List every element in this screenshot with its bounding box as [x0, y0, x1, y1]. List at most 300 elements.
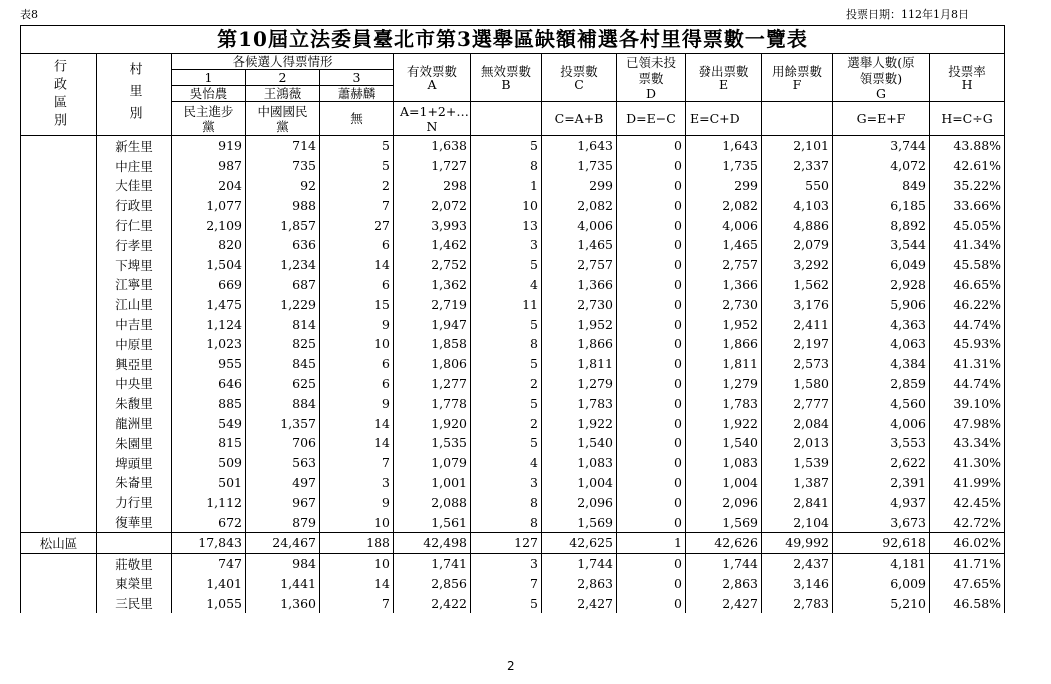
- votes-cast: 42,625: [542, 532, 617, 553]
- candidate-1-votes: 1,475: [172, 294, 246, 314]
- district-cell: [21, 136, 97, 156]
- ballots-issued: 1,952: [686, 314, 762, 334]
- table-row: [21, 354, 1005, 374]
- candidate-2-votes: 988: [246, 195, 320, 215]
- village-cell: 中央里: [97, 374, 172, 394]
- table-row: [21, 512, 1005, 532]
- turnout-rate: 46.22%: [930, 294, 1005, 314]
- village-cell: 三民里: [97, 593, 172, 613]
- village-cell: 大佳里: [97, 176, 172, 196]
- electorate-formula: G=E+F: [833, 102, 930, 136]
- votes-cast: 1,569: [542, 512, 617, 532]
- table-row: [21, 574, 1005, 594]
- candidate-2-votes: 735: [246, 156, 320, 176]
- valid-votes: 1,920: [394, 413, 471, 433]
- invalid-votes: 3: [471, 553, 542, 573]
- turnout-rate: 46.58%: [930, 593, 1005, 613]
- valid-votes: 2,422: [394, 593, 471, 613]
- table-row: [21, 314, 1005, 334]
- table-row: [21, 453, 1005, 473]
- village-cell: 下埤里: [97, 255, 172, 275]
- electorate: 4,072: [833, 156, 930, 176]
- invalid-votes: 4: [471, 275, 542, 295]
- turnout-rate: 42.45%: [930, 492, 1005, 512]
- ballots-remaining: 2,783: [762, 593, 833, 613]
- ballots-remaining: 2,197: [762, 334, 833, 354]
- invalid-votes: 8: [471, 156, 542, 176]
- ballots-remaining: 3,292: [762, 255, 833, 275]
- candidate-3-votes: 14: [320, 255, 394, 275]
- not-cast: 0: [617, 574, 686, 594]
- turnout-rate: 41.34%: [930, 235, 1005, 255]
- remaining-header: 用餘票數 F: [762, 54, 833, 102]
- table-row: [21, 593, 1005, 613]
- votes-cast: 2,096: [542, 492, 617, 512]
- invalid-votes: 127: [471, 532, 542, 553]
- candidate-1-votes: 509: [172, 453, 246, 473]
- village-cell: 朱園里: [97, 433, 172, 453]
- votes-cast: 1,004: [542, 473, 617, 493]
- ballots-remaining: 550: [762, 176, 833, 196]
- candidate-1-votes: 747: [172, 553, 246, 573]
- candidate-3-votes: 10: [320, 553, 394, 573]
- electorate: 2,391: [833, 473, 930, 493]
- ballots-remaining: 3,146: [762, 574, 833, 594]
- turnout-rate: 41.31%: [930, 354, 1005, 374]
- not-cast: 0: [617, 235, 686, 255]
- district-cell: [21, 235, 97, 255]
- notcast-formula: D=E−C: [617, 102, 686, 136]
- valid-votes: 1,462: [394, 235, 471, 255]
- valid-votes: 1,638: [394, 136, 471, 156]
- table-row: [21, 413, 1005, 433]
- not-cast: 0: [617, 275, 686, 295]
- votes-cast: 2,863: [542, 574, 617, 594]
- ballots-remaining: 2,337: [762, 156, 833, 176]
- not-cast: 0: [617, 195, 686, 215]
- candidate-3-votes: 10: [320, 512, 394, 532]
- ballots-issued: 2,082: [686, 195, 762, 215]
- page-title: 第10屆立法委員臺北市第3選舉區缺額補選各村里得票數一覽表: [21, 26, 1005, 54]
- candidate-3-votes: 9: [320, 393, 394, 413]
- ballots-remaining: 2,013: [762, 433, 833, 453]
- candidate-1-votes: 820: [172, 235, 246, 255]
- candidate-1-name: 吳怡農: [172, 86, 246, 102]
- electorate: 3,673: [833, 512, 930, 532]
- results-table: [20, 25, 1005, 613]
- turnout-rate: 46.65%: [930, 275, 1005, 295]
- not-cast: 0: [617, 156, 686, 176]
- not-cast: 0: [617, 314, 686, 334]
- district-cell: [21, 574, 97, 594]
- turnout-rate: 42.72%: [930, 512, 1005, 532]
- district-cell: [21, 433, 97, 453]
- votes-cast: 1,922: [542, 413, 617, 433]
- candidate-1-votes: 987: [172, 156, 246, 176]
- village-cell: 復華里: [97, 512, 172, 532]
- village-cell: 朱崙里: [97, 473, 172, 493]
- candidate-1-votes: 1,504: [172, 255, 246, 275]
- issued-formula: E=C+D: [686, 102, 762, 136]
- village-cell: 興亞里: [97, 354, 172, 374]
- turnout-rate: 47.98%: [930, 413, 1005, 433]
- candidate-3-votes: 7: [320, 195, 394, 215]
- not-cast: 0: [617, 433, 686, 453]
- ballots-remaining: 2,079: [762, 235, 833, 255]
- subtotal-row: [21, 532, 1005, 553]
- not-cast: 0: [617, 215, 686, 235]
- candidate-1-votes: 1,023: [172, 334, 246, 354]
- candidate-3-votes: 6: [320, 374, 394, 394]
- valid-votes: 1,806: [394, 354, 471, 374]
- page-number: 2: [507, 659, 515, 673]
- ballots-issued: 1,279: [686, 374, 762, 394]
- invalid-votes: 5: [471, 314, 542, 334]
- ballots-issued: 1,783: [686, 393, 762, 413]
- electorate: 4,384: [833, 354, 930, 374]
- table-row: [21, 492, 1005, 512]
- candidate-2-votes: 1,229: [246, 294, 320, 314]
- invalid-header: 無效票數 B: [471, 54, 542, 102]
- votes-cast: 1,083: [542, 453, 617, 473]
- not-cast: 1: [617, 532, 686, 553]
- valid-votes: 2,072: [394, 195, 471, 215]
- turnout-rate: 42.61%: [930, 156, 1005, 176]
- candidate-1-votes: 204: [172, 176, 246, 196]
- ballots-issued: 1,643: [686, 136, 762, 156]
- district-cell: [21, 453, 97, 473]
- ballots-remaining: 3,176: [762, 294, 833, 314]
- district-cell: [21, 492, 97, 512]
- votes-cast: 2,730: [542, 294, 617, 314]
- candidate-2-party: 中國國民黨: [246, 102, 320, 136]
- ballots-issued: 1,866: [686, 334, 762, 354]
- village-cell: 力行里: [97, 492, 172, 512]
- ballots-remaining: 1,580: [762, 374, 833, 394]
- vote-date: 投票日期：112年1月8日: [846, 8, 969, 21]
- valid-votes: 1,079: [394, 453, 471, 473]
- district-cell: [21, 553, 97, 573]
- electorate: 5,906: [833, 294, 930, 314]
- candidate-2-votes: 884: [246, 393, 320, 413]
- district-cell: [21, 334, 97, 354]
- ballots-issued: 1,811: [686, 354, 762, 374]
- table-row: [21, 433, 1005, 453]
- candidate-3-votes: 7: [320, 593, 394, 613]
- remaining-formula: [762, 102, 833, 136]
- votes-cast: 1,366: [542, 275, 617, 295]
- valid-votes: 1,535: [394, 433, 471, 453]
- candidate-3-votes: 188: [320, 532, 394, 553]
- valid-votes: 2,088: [394, 492, 471, 512]
- turnout-rate: 41.99%: [930, 473, 1005, 493]
- cast-header: 投票數 C: [542, 54, 617, 102]
- votes-cast: 1,540: [542, 433, 617, 453]
- district-cell: [21, 413, 97, 433]
- candidate-1-votes: 1,055: [172, 593, 246, 613]
- invalid-votes: 8: [471, 334, 542, 354]
- candidate-2-votes: 1,357: [246, 413, 320, 433]
- district-header: 行政區別: [21, 54, 97, 136]
- district-cell: [21, 314, 97, 334]
- candidate-3-party: 無: [320, 102, 394, 136]
- village-cell: 東榮里: [97, 574, 172, 594]
- candidate-2-votes: 625: [246, 374, 320, 394]
- ballots-remaining: 2,101: [762, 136, 833, 156]
- ballots-issued: 42,626: [686, 532, 762, 553]
- valid-votes: 2,752: [394, 255, 471, 275]
- not-cast: 0: [617, 255, 686, 275]
- ballots-issued: 1,922: [686, 413, 762, 433]
- candidate-1-votes: 672: [172, 512, 246, 532]
- valid-votes: 42,498: [394, 532, 471, 553]
- ballots-issued: 2,730: [686, 294, 762, 314]
- candidate-3-votes: 15: [320, 294, 394, 314]
- turnout-rate: 33.66%: [930, 195, 1005, 215]
- votes-cast: 2,082: [542, 195, 617, 215]
- invalid-votes: 3: [471, 473, 542, 493]
- table-row: [21, 255, 1005, 275]
- candidate-1-votes: 1,077: [172, 195, 246, 215]
- district-cell: [21, 593, 97, 613]
- district-cell: [21, 195, 97, 215]
- candidate-1-votes: 815: [172, 433, 246, 453]
- votes-cast: 1,783: [542, 393, 617, 413]
- turnout-rate: 46.02%: [930, 532, 1005, 553]
- turnout-rate: 44.74%: [930, 374, 1005, 394]
- village-cell: 江山里: [97, 294, 172, 314]
- turnout-header: 投票率 H: [930, 54, 1005, 102]
- votes-cast: 2,757: [542, 255, 617, 275]
- district-cell: [21, 255, 97, 275]
- ballots-remaining: 2,777: [762, 393, 833, 413]
- electorate: 6,185: [833, 195, 930, 215]
- candidate-2-votes: 563: [246, 453, 320, 473]
- not-cast: 0: [617, 334, 686, 354]
- votes-cast: 1,866: [542, 334, 617, 354]
- invalid-votes: 5: [471, 593, 542, 613]
- invalid-votes: 5: [471, 136, 542, 156]
- electorate: 92,618: [833, 532, 930, 553]
- valid-votes: 298: [394, 176, 471, 196]
- candidate-2-votes: 1,441: [246, 574, 320, 594]
- ballots-issued: 2,757: [686, 255, 762, 275]
- candidate-1-votes: 669: [172, 275, 246, 295]
- candidate-1-votes: 1,401: [172, 574, 246, 594]
- district-cell: [21, 374, 97, 394]
- candidate-2-number: 2: [246, 70, 320, 86]
- table-row: [21, 235, 1005, 255]
- candidate-2-votes: 984: [246, 553, 320, 573]
- electorate: 4,560: [833, 393, 930, 413]
- candidate-1-votes: 1,112: [172, 492, 246, 512]
- table-row: [21, 473, 1005, 493]
- ballots-issued: 299: [686, 176, 762, 196]
- district-cell: [21, 393, 97, 413]
- ballots-issued: 4,006: [686, 215, 762, 235]
- village-cell: 行政里: [97, 195, 172, 215]
- valid-votes: 1,727: [394, 156, 471, 176]
- village-cell: 朱馥里: [97, 393, 172, 413]
- district-cell: 松山區: [21, 532, 97, 553]
- candidate-2-votes: 714: [246, 136, 320, 156]
- ballots-remaining: 49,992: [762, 532, 833, 553]
- turnout-rate: 44.74%: [930, 314, 1005, 334]
- candidate-3-name: 蕭赫麟: [320, 86, 394, 102]
- candidate-1-votes: 2,109: [172, 215, 246, 235]
- not-cast: 0: [617, 473, 686, 493]
- ballots-remaining: 1,539: [762, 453, 833, 473]
- valid-votes: 2,856: [394, 574, 471, 594]
- invalid-votes: 13: [471, 215, 542, 235]
- candidate-2-votes: 24,467: [246, 532, 320, 553]
- ballots-issued: 2,096: [686, 492, 762, 512]
- valid-votes: 1,001: [394, 473, 471, 493]
- turnout-rate: 45.93%: [930, 334, 1005, 354]
- candidate-1-party: 民主進步黨: [172, 102, 246, 136]
- votes-cast: 1,744: [542, 553, 617, 573]
- electorate-header: 選舉人數(原領票數) G: [833, 54, 930, 102]
- candidate-3-votes: 14: [320, 433, 394, 453]
- ballots-remaining: 4,103: [762, 195, 833, 215]
- invalid-votes: 2: [471, 413, 542, 433]
- turnout-rate: 41.30%: [930, 453, 1005, 473]
- votes-cast: 2,427: [542, 593, 617, 613]
- table-row: [21, 374, 1005, 394]
- votes-cast: 1,465: [542, 235, 617, 255]
- invalid-votes: 5: [471, 393, 542, 413]
- valid-votes: 1,741: [394, 553, 471, 573]
- not-cast: 0: [617, 553, 686, 573]
- ballots-issued: 1,366: [686, 275, 762, 295]
- ballots-remaining: 4,886: [762, 215, 833, 235]
- candidate-3-votes: 5: [320, 156, 394, 176]
- ballots-remaining: 2,411: [762, 314, 833, 334]
- candidate-3-votes: 6: [320, 354, 394, 374]
- table-row: [21, 294, 1005, 314]
- ballots-issued: 2,427: [686, 593, 762, 613]
- invalid-votes: 4: [471, 453, 542, 473]
- ballots-remaining: 2,841: [762, 492, 833, 512]
- valid-votes: 3,993: [394, 215, 471, 235]
- village-cell: 江寧里: [97, 275, 172, 295]
- village-cell: 行孝里: [97, 235, 172, 255]
- votes-cast: 1,643: [542, 136, 617, 156]
- candidate-2-votes: 1,234: [246, 255, 320, 275]
- village-header: 村里別: [97, 54, 172, 136]
- electorate: 2,859: [833, 374, 930, 394]
- table-body: [21, 136, 1005, 614]
- village-cell: 龍洲里: [97, 413, 172, 433]
- candidate-2-votes: 636: [246, 235, 320, 255]
- candidate-3-votes: 14: [320, 413, 394, 433]
- invalid-votes: 2: [471, 374, 542, 394]
- table-row: [21, 215, 1005, 235]
- turnout-rate: 43.34%: [930, 433, 1005, 453]
- candidate-2-votes: 706: [246, 433, 320, 453]
- table-row: [21, 136, 1005, 156]
- valid-votes: 1,561: [394, 512, 471, 532]
- candidates-group-header: 各候選人得票情形: [172, 54, 394, 70]
- table-row: [21, 195, 1005, 215]
- candidate-3-votes: 6: [320, 275, 394, 295]
- valid-votes: 1,947: [394, 314, 471, 334]
- ballots-issued: 2,863: [686, 574, 762, 594]
- candidate-3-number: 3: [320, 70, 394, 86]
- ballots-remaining: 1,387: [762, 473, 833, 493]
- candidate-2-name: 王鴻薇: [246, 86, 320, 102]
- candidate-3-votes: 7: [320, 453, 394, 473]
- ballots-issued: 1,569: [686, 512, 762, 532]
- district-cell: [21, 156, 97, 176]
- turnout-rate: 35.22%: [930, 176, 1005, 196]
- district-cell: [21, 294, 97, 314]
- invalid-votes: 8: [471, 492, 542, 512]
- ballots-remaining: 2,104: [762, 512, 833, 532]
- candidate-2-votes: 92: [246, 176, 320, 196]
- turnout-rate: 45.05%: [930, 215, 1005, 235]
- candidate-1-votes: 646: [172, 374, 246, 394]
- not-cast: 0: [617, 492, 686, 512]
- electorate: 4,006: [833, 413, 930, 433]
- not-cast: 0: [617, 413, 686, 433]
- electorate: 3,553: [833, 433, 930, 453]
- not-cast: 0: [617, 176, 686, 196]
- votes-cast: 1,952: [542, 314, 617, 334]
- electorate: 849: [833, 176, 930, 196]
- ballots-remaining: 2,437: [762, 553, 833, 573]
- village-cell: [97, 532, 172, 553]
- ballots-remaining: 1,562: [762, 275, 833, 295]
- valid-votes: 1,858: [394, 334, 471, 354]
- candidate-3-votes: 2: [320, 176, 394, 196]
- candidate-3-votes: 5: [320, 136, 394, 156]
- electorate: 6,049: [833, 255, 930, 275]
- cast-formula: C=A+B: [542, 102, 617, 136]
- votes-cast: 1,811: [542, 354, 617, 374]
- ballots-issued: 1,004: [686, 473, 762, 493]
- district-cell: [21, 215, 97, 235]
- candidate-2-votes: 845: [246, 354, 320, 374]
- candidate-3-votes: 10: [320, 334, 394, 354]
- ballots-remaining: 2,084: [762, 413, 833, 433]
- candidate-1-votes: 1,124: [172, 314, 246, 334]
- village-cell: 新生里: [97, 136, 172, 156]
- candidate-2-votes: 825: [246, 334, 320, 354]
- turnout-rate: 43.88%: [930, 136, 1005, 156]
- issued-header: 發出票數 E: [686, 54, 762, 102]
- invalid-votes: 7: [471, 574, 542, 594]
- invalid-votes: 5: [471, 255, 542, 275]
- not-cast: 0: [617, 593, 686, 613]
- notcast-header: 已領未投票數 D: [617, 54, 686, 102]
- electorate: 6,009: [833, 574, 930, 594]
- electorate: 2,622: [833, 453, 930, 473]
- candidate-1-votes: 955: [172, 354, 246, 374]
- candidate-2-votes: 1,360: [246, 593, 320, 613]
- table-row: [21, 553, 1005, 573]
- turnout-rate: 47.65%: [930, 574, 1005, 594]
- invalid-votes: 8: [471, 512, 542, 532]
- turnout-rate: 41.71%: [930, 553, 1005, 573]
- candidate-3-votes: 9: [320, 314, 394, 334]
- table-row: [21, 275, 1005, 295]
- electorate: 2,928: [833, 275, 930, 295]
- candidate-3-votes: 27: [320, 215, 394, 235]
- votes-cast: 4,006: [542, 215, 617, 235]
- invalid-votes: 3: [471, 235, 542, 255]
- candidate-1-votes: 919: [172, 136, 246, 156]
